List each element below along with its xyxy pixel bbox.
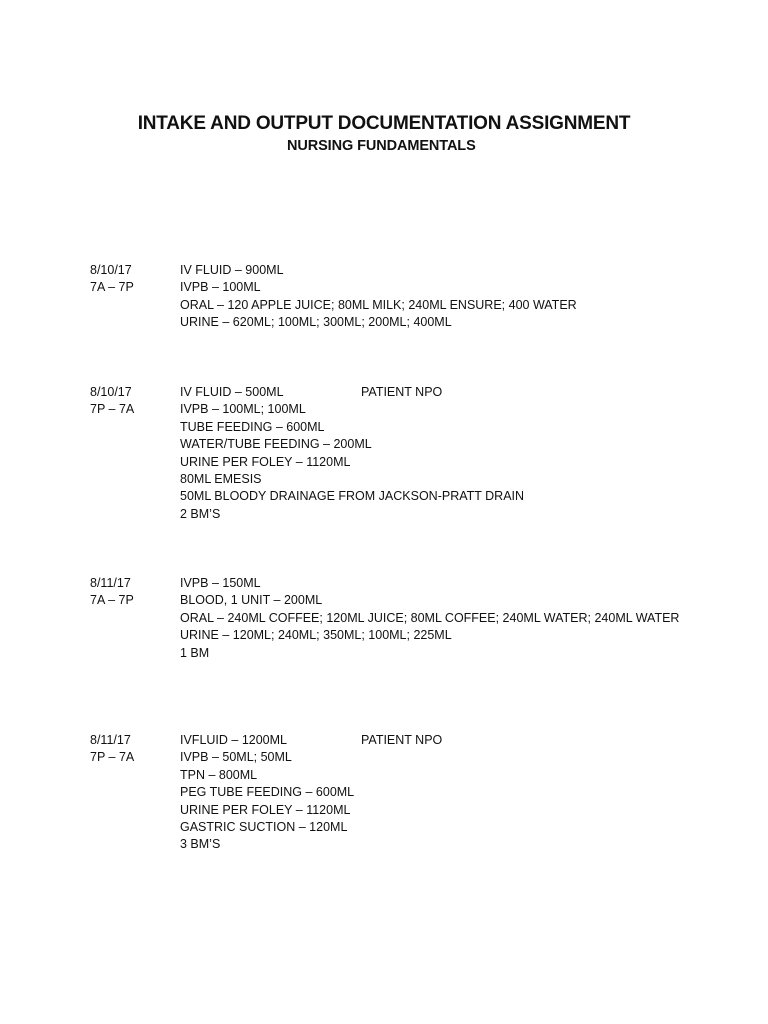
entry-line: TUBE FEEDING – 600ML <box>180 419 325 434</box>
entry-line: IVPB – 150ML <box>180 576 261 590</box>
entry-line: TPN – 800ML <box>180 767 258 782</box>
entry-shift: 7P – 7A <box>90 402 135 417</box>
entry-line: 50ML BLOODY DRAINAGE FROM JACKSON-PRATT DRAIN <box>180 489 525 504</box>
entry-line: URINE – 120ML; 240ML; 350ML; 100ML; 225ML <box>180 628 452 643</box>
entry-line: ORAL – 120 APPLE JUICE; 80ML MILK; 240ML ENSURE; 400 WATER <box>180 297 577 312</box>
entry-line: IV FLUID – 900ML <box>180 263 284 277</box>
entry-details <box>180 262 700 332</box>
document-title: INTAKE AND OUTPUT DOCUMENTATION ASSIGNMENT <box>137 113 631 134</box>
entry-details <box>180 575 700 662</box>
entry-details <box>180 384 700 523</box>
entry-line: BLOOD, 1 UNIT – 200ML <box>180 593 323 608</box>
entry-line: PEG TUBE FEEDING – 600ML <box>180 785 355 800</box>
entry-date: 8/10/17 <box>90 385 132 399</box>
entry-date: 8/11/17 <box>90 733 131 747</box>
document-subtitle: NURSING FUNDAMENTALS <box>287 138 476 154</box>
entry-shift: 7A – 7P <box>90 593 134 608</box>
entry-line: 3 BM’S <box>180 837 221 852</box>
entry-line: 2 BM’S <box>180 506 221 521</box>
entry-line: IVPB – 100ML <box>180 280 261 295</box>
entry-line: IVPB – 100ML; 100ML <box>180 402 306 417</box>
entry-line: IVPB – 50ML; 50ML <box>180 750 292 765</box>
entry-line: 1 BM <box>180 645 210 660</box>
patient-status: PATIENT NPO <box>361 733 443 747</box>
entry-shift: 7A – 7P <box>90 280 134 295</box>
entry-date: 8/10/17 <box>90 263 132 277</box>
entry-date-shift <box>90 384 170 419</box>
entry-details <box>180 732 700 854</box>
entry-line: IVFLUID – 1200ML <box>180 733 287 747</box>
entry-line: WATER/TUBE FEEDING – 200ML <box>180 437 372 452</box>
entry-date-shift <box>90 575 170 610</box>
entry-shift: 7P – 7A <box>90 750 135 765</box>
entry-line: 80ML EMESIS <box>180 472 262 487</box>
entry-line: URINE PER FOLEY – 1120ML <box>180 454 351 469</box>
entry-line: GASTRIC SUCTION – 120ML <box>180 820 348 835</box>
entry-date-shift <box>90 732 170 767</box>
entry-line: IV FLUID – 500ML <box>180 385 284 399</box>
entry-line: ORAL – 240ML COFFEE; 120ML JUICE; 80ML COFFEE; 240ML WATER; 240ML WATER <box>180 610 680 625</box>
patient-status: PATIENT NPO <box>361 385 443 399</box>
entry-date: 8/11/17 <box>90 576 131 590</box>
entry-line: URINE PER FOLEY – 1120ML <box>180 802 351 817</box>
entry-line: URINE – 620ML; 100ML; 300ML; 200ML; 400ML <box>180 315 452 330</box>
entry-date-shift <box>90 262 170 297</box>
